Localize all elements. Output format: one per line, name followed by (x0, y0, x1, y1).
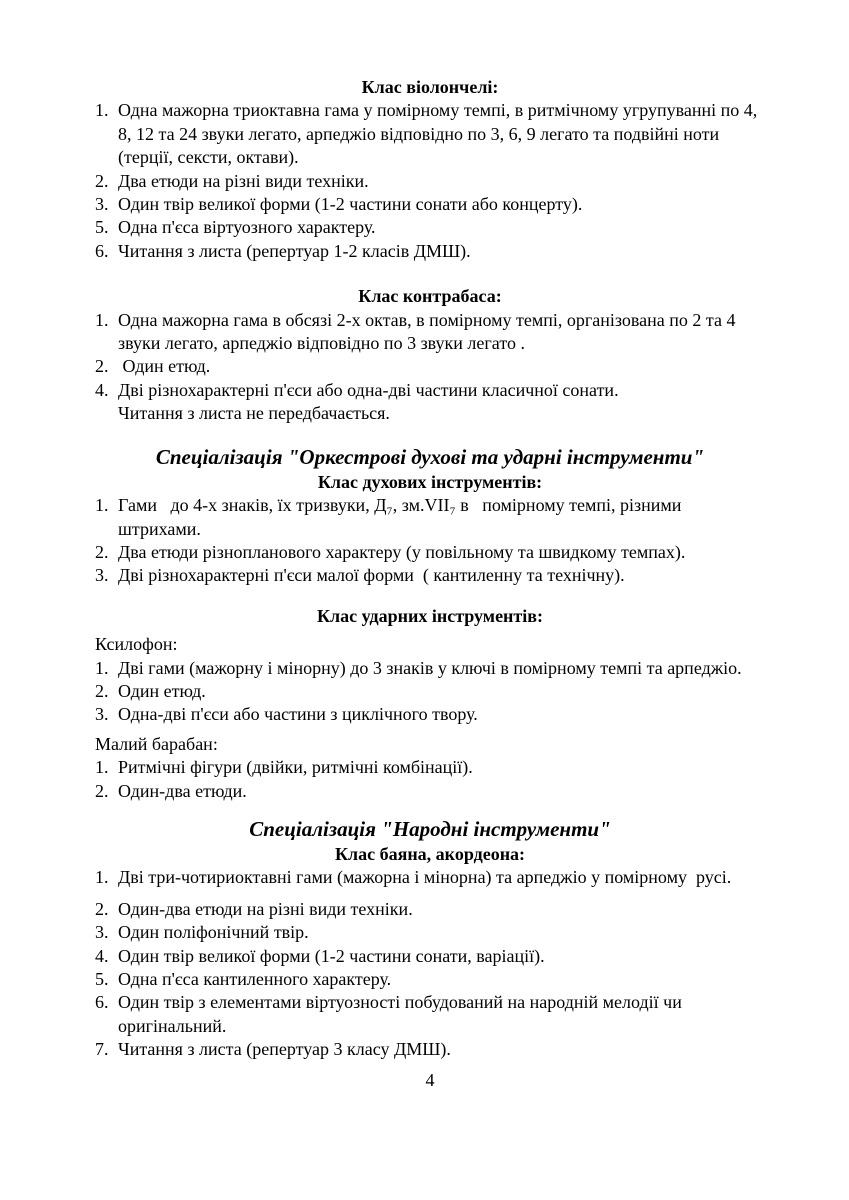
list-item-number: 3. (95, 704, 109, 725)
list-item-text: Один поліфонічний твір. (118, 922, 309, 943)
list-item-number: 6. (95, 240, 109, 261)
list-item (95, 309, 765, 356)
list-item-number: 3. (95, 565, 109, 586)
list-item (95, 216, 765, 239)
list-item (95, 379, 765, 402)
list-item (95, 898, 765, 921)
list-item (95, 657, 765, 680)
list-item-number: 2. (95, 898, 109, 919)
section-heading: Клас баяна, акордеона: (334, 843, 526, 864)
list-item-text: Читання з листа (репертуар 1-2 класів ДМШ). (118, 240, 471, 261)
list-item (95, 921, 765, 944)
list-item (95, 680, 765, 703)
list-item-number: 7. (95, 1039, 109, 1060)
list-item-number: 1. (95, 867, 109, 888)
section-folk (95, 816, 765, 1062)
list-item-text: Один етюд. (118, 356, 211, 377)
list-item (95, 756, 765, 779)
list-item-text: Гами до 4-х знаків, їх тризвуки, Д₇, зм.VII₇ в помірному темпі, різними штрихами. (118, 495, 686, 539)
list-item-text: Один твір великої форми (1-2 частини сонати або концерту). (118, 194, 583, 215)
list-item-number: 2. (95, 356, 109, 377)
list-item-number: 2. (95, 170, 109, 191)
specialization-heading: Спеціалізація "Оркестрові духові та ударні інструменти" (155, 444, 705, 469)
list-item-text: Два етюди різнопланового характеру (у повільному та швидкому темпах). (118, 541, 686, 562)
list-item-text: Одна мажорна триоктавна гама у помірному темпі, в ритмічному угрупуванні по 4, 8, 12 та 24 звуки легато, арпеджіо відповідно по 3, 6, 9 легато та подвійні ноти (терції, сексти, октави). (118, 100, 762, 168)
group-label-snare-drum: Малий барабан: (95, 733, 218, 754)
list-item-number: 1. (95, 757, 109, 778)
list-item-number: 4. (95, 945, 109, 966)
list-item-text: Читання з листа (репертуар 3 класу ДМШ). (118, 1039, 451, 1060)
list-item (95, 968, 765, 991)
list-item (95, 866, 765, 889)
list-item (95, 494, 765, 541)
list-item-text: Одна п'єса віртуозного характеру. (118, 217, 376, 238)
list-item-number: 3. (95, 922, 109, 943)
list-item (95, 99, 765, 169)
list-item-number: 1. (95, 309, 109, 330)
section-heading: Клас контрабаса: (358, 286, 502, 307)
group-label-xylophone: Ксилофон: (95, 634, 178, 655)
list-item-number: 6. (95, 992, 109, 1013)
list-item-text: Два етюди на різні види техніки. (118, 170, 369, 191)
list-item (95, 193, 765, 216)
section-contrabass (95, 285, 765, 425)
list-item-number: 2. (95, 541, 109, 562)
list-item-number: 1. (95, 657, 109, 678)
list-item (95, 170, 765, 193)
list-item (95, 991, 765, 1038)
list-item (95, 240, 765, 263)
section-note: Читання з листа не передбачається. (118, 403, 390, 424)
section-cello (95, 76, 765, 263)
list-item-number: 1. (95, 100, 109, 121)
page-number: 4 (425, 1069, 435, 1090)
list-item-text: Один-два етюди. (118, 780, 247, 801)
list-item-text: Дві різнохарактерні п'єси малої форми ( кантиленну та технічну). (118, 565, 625, 586)
list-item (95, 945, 765, 968)
section-heading: Клас духових інструментів: (317, 471, 543, 492)
list-item-text: Одна п'єса кантиленного характеру. (118, 969, 392, 989)
section-heading: Клас віолончелі: (361, 77, 499, 97)
list-item-text: Одна-дві п'єси або частини з циклічного твору. (118, 704, 478, 725)
list-item (95, 541, 765, 564)
list-item-text: Ритмічні фігури (двійки, ритмічні комбінації). (118, 757, 473, 778)
list-item-text: Одна мажорна гама в обсязі 2-х октав, в помірному темпі, організована по 2 та 4 звуки легато, арпеджіо відповідно по 3 звуки легато . (118, 309, 740, 354)
list-item-text: Один-два етюди на різні види техніки. (118, 898, 413, 919)
specialization-heading: Спеціалізація "Народні інструменти" (249, 816, 611, 841)
list-item-text: Один твір великої форми (1-2 частини сонати, варіації). (118, 945, 545, 966)
list-item-text: Дві гами (мажорну і мінорну) до 3 знаків у ключі в помірному темпі та арпеджіо. (118, 657, 742, 678)
list-item (95, 780, 765, 803)
list-item-number: 2. (95, 680, 109, 701)
list-item-text: Один твір з елементами віртуозності побудований на народній мелодії чи оригінальний. (118, 992, 687, 1036)
list-item-number: 2. (95, 780, 109, 801)
list-item-number: 5. (95, 969, 109, 989)
list-item-number: 5. (95, 217, 109, 238)
section-percussion (95, 605, 765, 803)
list-item-number: 1. (95, 495, 109, 516)
list-item-text: Один етюд. (118, 680, 206, 701)
list-item-number: 3. (95, 194, 109, 215)
list-item-text: Дві три-чотириоктавні гами (мажорна і мінорна) та арпеджіо у помірному русі. (118, 867, 732, 888)
list-item (95, 564, 765, 587)
list-item (95, 703, 765, 726)
list-item-text: Дві різнохарактерні п'єси або одна-дві частини класичної сонати. (118, 379, 619, 400)
section-heading: Клас ударних інструментів: (316, 605, 543, 626)
list-item-number: 4. (95, 379, 109, 400)
list-item (95, 1038, 765, 1061)
list-item (95, 355, 765, 378)
section-winds (95, 444, 765, 588)
